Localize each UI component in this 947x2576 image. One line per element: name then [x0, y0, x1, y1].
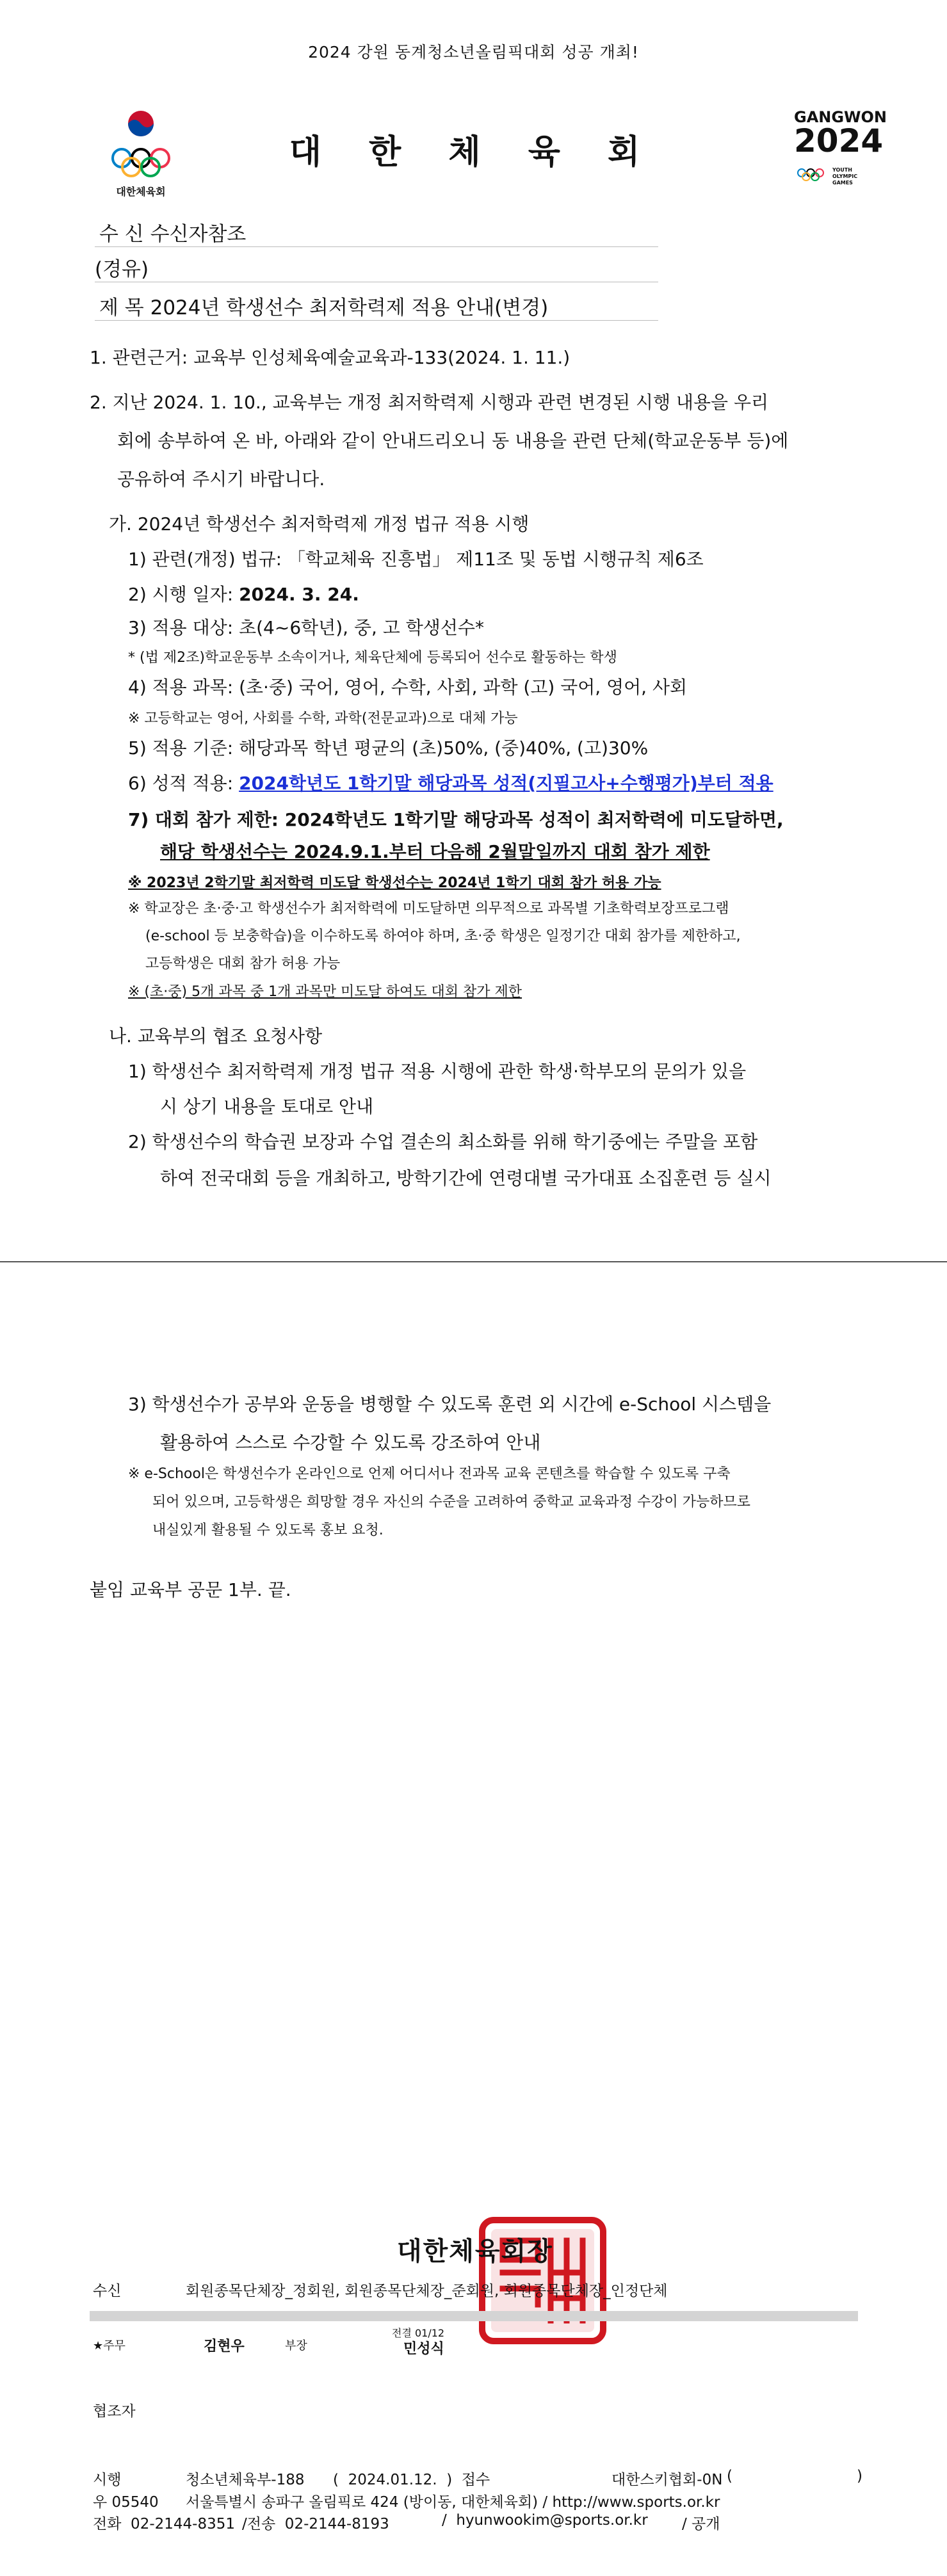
ga-7-line-2: 해당 학생선수는 2024.9.1.부터 다음해 2월말일까지 대회 참가 제한 [160, 841, 710, 862]
na-3-line-2: 활용하여 스스로 수강할 수 있도록 강조하여 안내 [160, 1432, 541, 1453]
footer-paren-open: ( [727, 2468, 733, 2484]
staff-name: 김현우 [204, 2339, 245, 2355]
footer-phone: 전화 02-2144-8351 [93, 2516, 235, 2532]
manager-role: 부장 [285, 2339, 307, 2353]
footer-address: 서울특별시 송파구 올림픽로 424 (방이동, 대한체육회) / http://www.sports.or.kr [186, 2494, 720, 2511]
staff-role: ★주무 [93, 2339, 125, 2353]
na-2-line-1: 2) 학생선수의 학습권 보장과 수업 결손의 최소화를 위해 학기중에는 주말을 포함 [128, 1131, 758, 1152]
na-3-note-line-3: 내실있게 활용될 수 있도록 홍보 요청. [152, 1522, 384, 1538]
ga-3: 3) 적용 대상: 초(4~6학년), 중, 고 학생선수* [128, 617, 484, 638]
ga-2-date: 2024. 3. 24. [239, 584, 359, 605]
recipients-list: 회원종목단체장_정회원, 회원종목단체장_준회원, 회원종목단체장_인정단체 [186, 2283, 668, 2299]
ga-4: 4) 적용 과목: (초·중) 국어, 영어, 수학, 사회, 과학 (고) 국어, 영어, 사회 [128, 677, 688, 698]
gray-bar [90, 2311, 858, 2321]
na-1-line-1: 1) 학생선수 최저학력제 개정 법규 적용 시행에 관한 학생·학부모의 문의가 있을 [128, 1061, 747, 1082]
gangwon-year: 2024 [794, 122, 884, 159]
na-3-note-line-1: ※ e-School은 학생선수가 온라인으로 언제 어디서나 전과목 교육 콘텐츠를 학습할 수 있도록 구축 [128, 1466, 731, 1482]
subject-line: 제 목 2024년 학생선수 최저학력제 적용 안내(변경) [99, 296, 549, 319]
footer-date-receipt: ( 2024.01.12. ) 접수 [333, 2472, 490, 2488]
ga-2: 2) 시행 일자: 2024. 3. 24. [128, 584, 359, 605]
item-2-line-1: 2. 지난 2024. 1. 10., 교육부는 개정 최저학력제 시행과 관련 변경된 시행 내용을 우리 [90, 392, 769, 413]
footer-disclosure: / 공개 [682, 2516, 720, 2532]
logo-caption: 대한체육회 [116, 186, 166, 198]
note-2-line-2: (e-school 등 보충학습)을 이수하도록 하여야 하며, 초·중 학생은 일정기간 대회 참가를 제한하고, [145, 928, 741, 944]
footer-postal-code: 우 05540 [93, 2494, 159, 2511]
item-2-line-2: 회에 송부하여 온 바, 아래와 같이 안내드리오니 동 내용을 관련 단체(학교운동부 등)에 [117, 430, 789, 451]
section-ga: 가. 2024년 학생선수 최저학력제 개정 법규 적용 시행 [109, 513, 530, 535]
na-1-line-2: 시 상기 내용을 토대로 안내 [160, 1096, 374, 1117]
organization-title: 대 한 체 육 회 [289, 133, 658, 172]
ga-1: 1) 관련(개정) 법규: 「학교체육 진흥법」 제11조 및 동법 시행규칙 제6조 [128, 549, 704, 570]
section-na: 나. 교육부의 협조 요청사항 [109, 1026, 323, 1047]
note-2-line-1: ※ 학교장은 초·중·고 학생선수가 최저학력에 미도달하면 의무적으로 과목별 기초학력보장프로그램 [128, 901, 729, 917]
ga-6: 6) 성적 적용: 2024학년도 1학기말 해당과목 성적(지필고사+수행평가)부터 적용 [128, 773, 773, 794]
footer-enforce-label: 시행 [93, 2472, 122, 2488]
ga-4-note: ※ 고등학교는 영어, 사회를 수학, 과학(전문교과)으로 대체 가능 [128, 711, 518, 727]
cooperator-label: 협조자 [93, 2403, 136, 2420]
item-2-line-3: 공유하여 주시기 바랍니다. [117, 469, 325, 490]
note-1: ※ 2023년 2학기말 최저학력 미도달 학생선수는 2024년 1학기 대회 참가 허용 가능 [128, 875, 661, 891]
item-1: 1. 관련근거: 교육부 인성체육예술교육과-133(2024. 1. 11.) [90, 347, 571, 368]
note-2-line-3: 고등학생은 대회 참가 허용 가능 [145, 956, 341, 972]
recipient-line: 수 신 수신자참조 [99, 223, 247, 246]
recipients-label: 수신 [93, 2283, 122, 2299]
attachment-line: 붙임 교육부 공문 1부. 끝. [90, 1579, 291, 1600]
ga-5: 5) 적용 기준: 해당과목 학년 평균의 (초)50%, (중)40%, (고)30% [128, 737, 649, 759]
small-olympic-rings-icon [797, 168, 829, 182]
page-break-divider [0, 1261, 947, 1262]
gangwon-2024-logo [794, 106, 887, 195]
gangwon-text: GANGWON [794, 108, 887, 126]
youth-olympic-games-text: YOUTH OLYMPIC GAMES [832, 167, 858, 186]
footer-paren-close: ) [857, 2468, 862, 2484]
via-line: (경유) [95, 258, 149, 281]
approval-note: 전결 01/12 [392, 2327, 445, 2339]
na-3-note-line-2: 되어 있으며, 고등학생은 희망할 경우 자신의 수준을 고려하여 중학교 교육과정 수강이 가능하므로 [152, 1494, 751, 1510]
note-3: ※ (초·중) 5개 과목 중 1개 과목만 미도달 하여도 대회 참가 제한 [128, 984, 522, 1000]
footer-email: / hyunwookim@sports.or.kr [442, 2512, 648, 2529]
footer-receipt-number: 대한스키협회-0N [611, 2472, 723, 2488]
ga-3-note: * (법 제2조)학교운동부 소속이거나, 체육단체에 등록되어 선수로 활동하는 학생 [128, 650, 617, 666]
footer-doc-number: 청소년체육부-188 [186, 2472, 305, 2488]
slogan: 2024 강원 동계청소년올림픽대회 성공 개최! [308, 43, 639, 61]
ga-6-highlight: 2024학년도 1학기말 해당과목 성적(지필고사+수행평가)부터 적용 [239, 773, 773, 794]
na-2-line-2: 하여 전국대회 등을 개최하고, 방학기간에 연령대별 국가대표 소집훈련 등 실시 [160, 1168, 772, 1189]
footer-fax: /전송 02-2144-8193 [242, 2516, 389, 2532]
na-3-line-1: 3) 학생선수가 공부와 운동을 병행할 수 있도록 훈련 외 시간에 e-School 시스템을 [128, 1394, 772, 1415]
ga-7-line-1: 7) 대회 참가 제한: 2024학년도 1학기말 해당과목 성적이 최저학력에 미도달하면, [128, 809, 784, 830]
sender-title: 대한체육회장 [397, 2236, 553, 2266]
manager-name: 민성식 [403, 2341, 444, 2357]
